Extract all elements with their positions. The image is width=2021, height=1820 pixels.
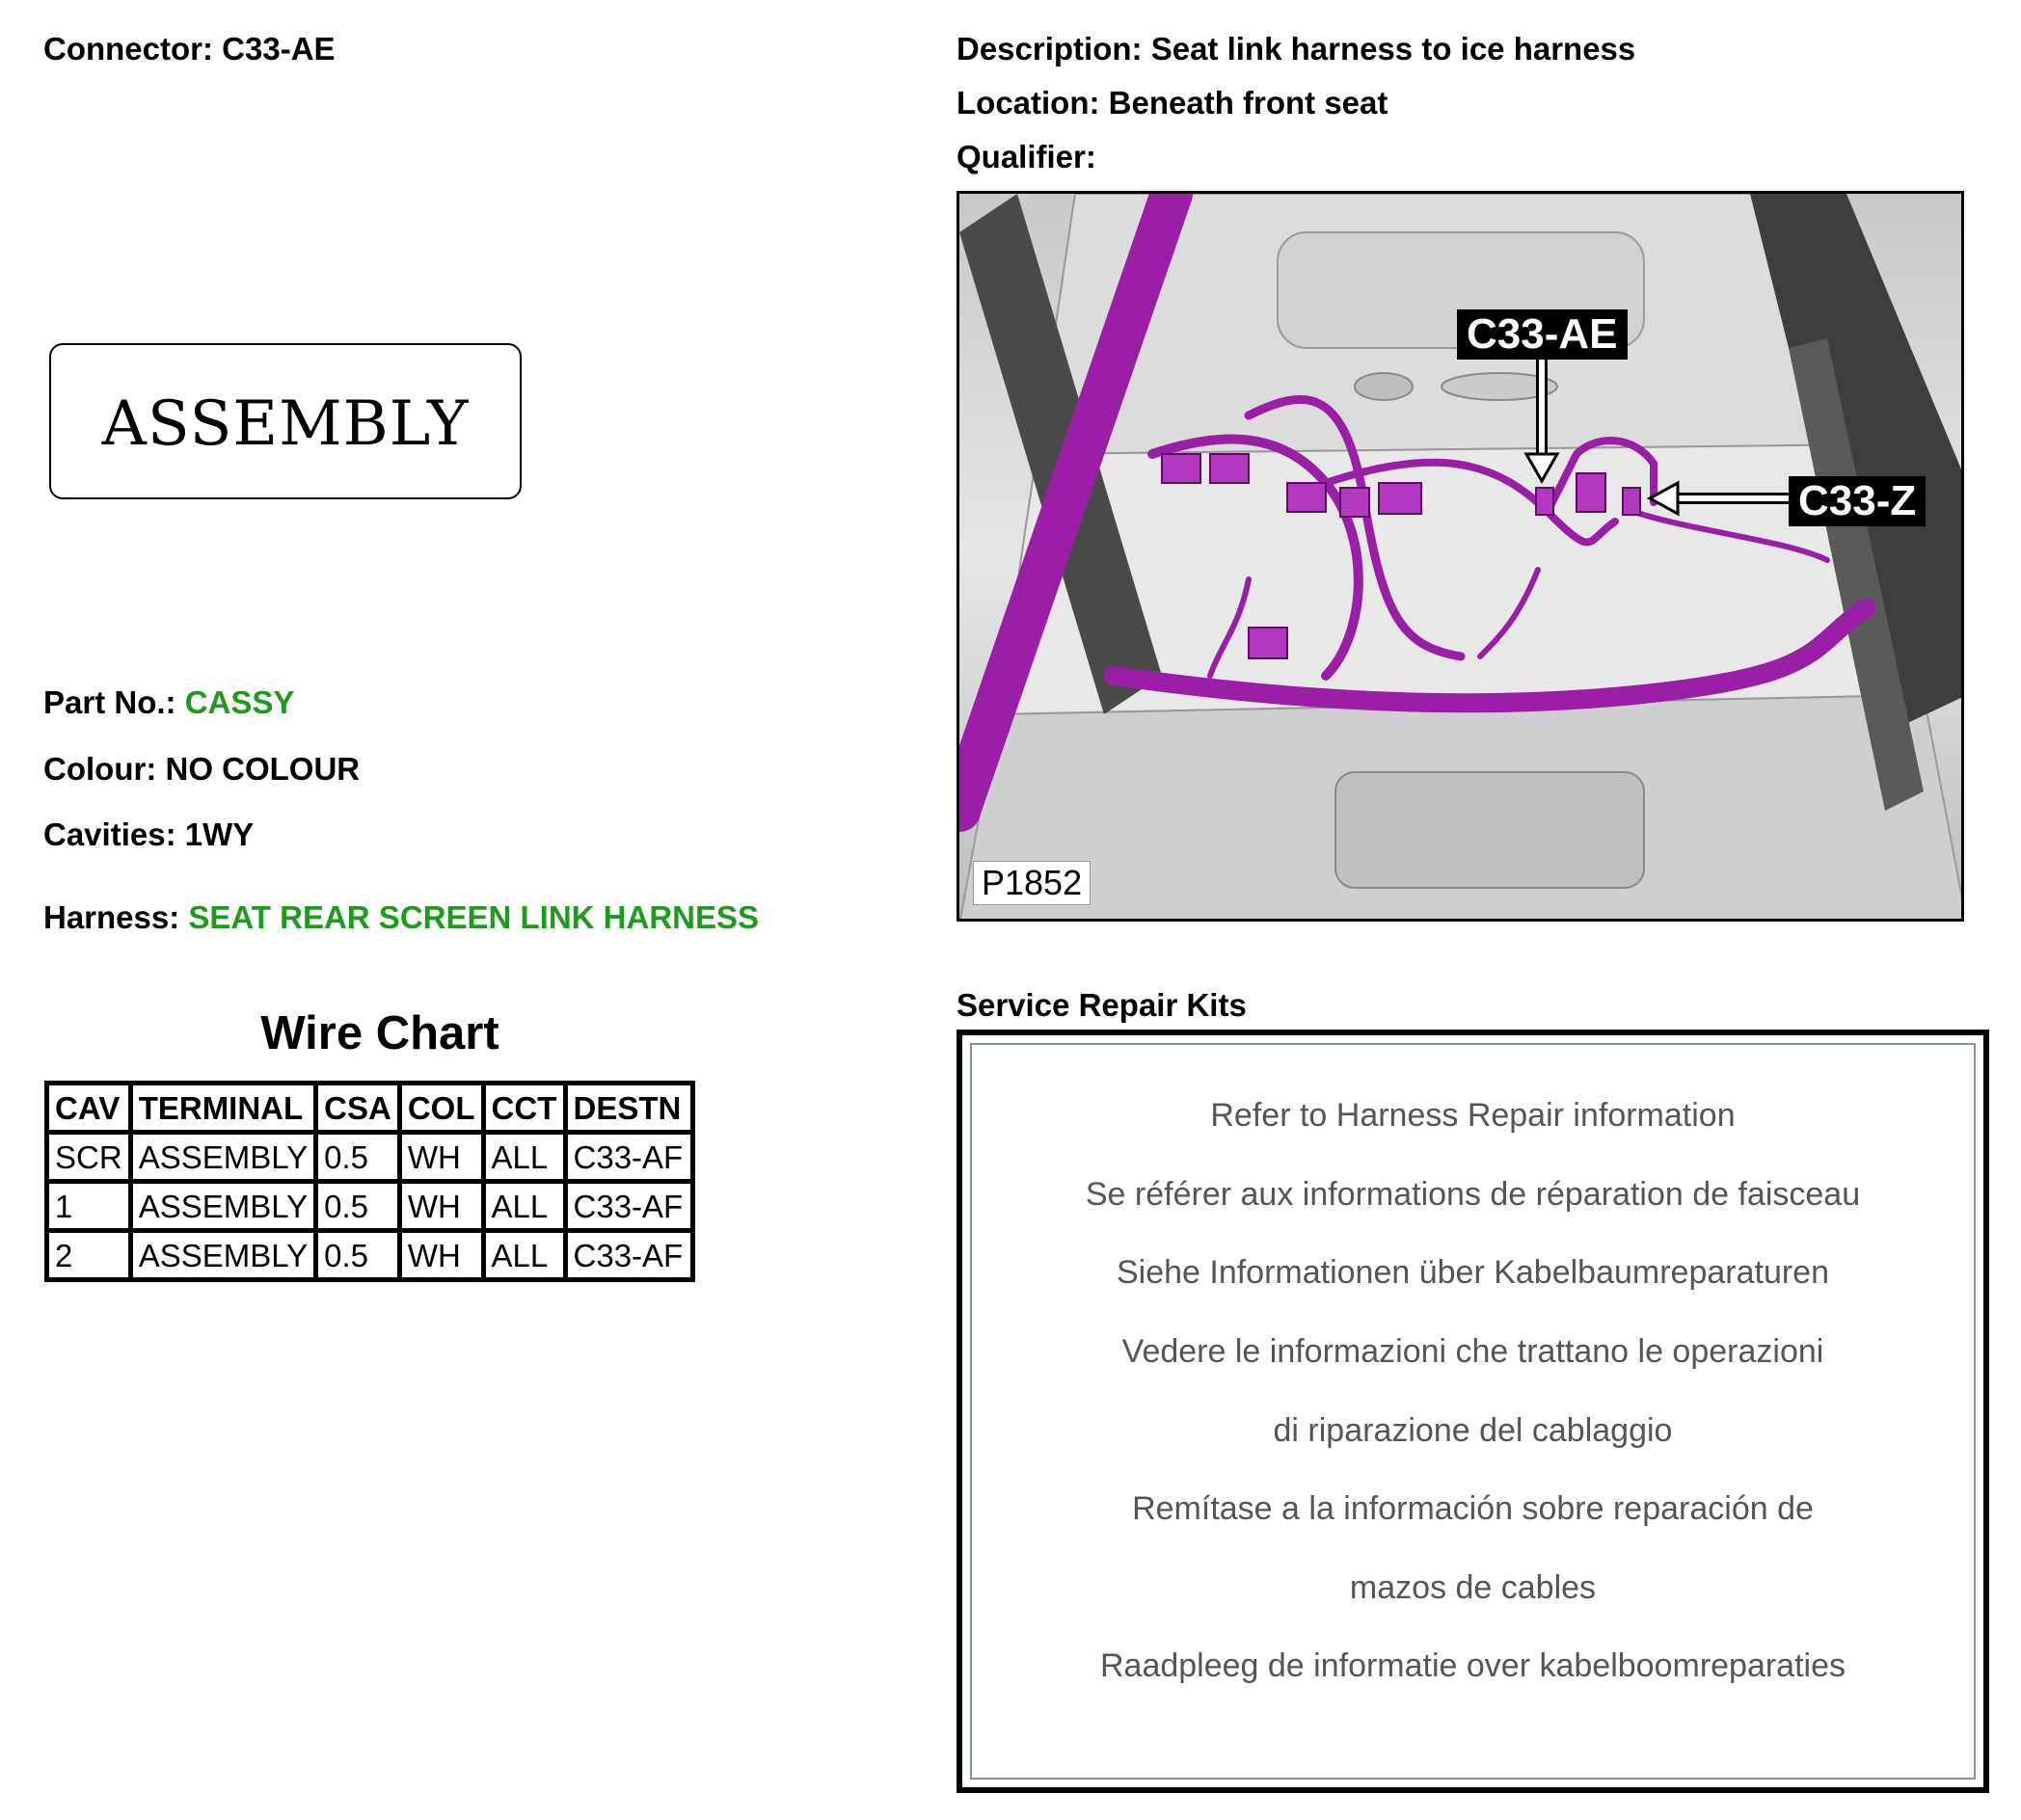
cell-cct: ALL bbox=[483, 1133, 565, 1182]
location-label: Location: bbox=[957, 85, 1100, 120]
repair-info-fr: Se référer aux informations de réparation de faisceau bbox=[1085, 1176, 1861, 1213]
cell-col: WH bbox=[399, 1231, 483, 1280]
repair-info-es-1: Remítase a la información sobre reparación de bbox=[1132, 1490, 1814, 1527]
repair-info-es-2: mazos de cables bbox=[1349, 1569, 1597, 1606]
cell-cav: 2 bbox=[47, 1231, 131, 1280]
assembly-label: ASSEMBLY bbox=[101, 388, 470, 460]
wire-chart-header-row bbox=[47, 1084, 693, 1133]
cell-col: WH bbox=[399, 1182, 483, 1231]
vehicle-floor-illustration bbox=[959, 194, 1964, 922]
part-no-label: Part No.: bbox=[43, 684, 176, 720]
qualifier-field bbox=[957, 141, 1096, 173]
cell-destn[interactable]: C33-AF bbox=[565, 1182, 692, 1231]
cell-terminal: ASSEMBLY bbox=[130, 1133, 315, 1182]
table-row bbox=[47, 1182, 693, 1231]
wire-chart-table bbox=[44, 1081, 695, 1282]
header-cav: CAV bbox=[47, 1084, 131, 1133]
description-field bbox=[957, 33, 1635, 65]
connector-label: Connector: bbox=[43, 31, 213, 67]
wire-chart-title: Wire Chart bbox=[260, 1007, 499, 1059]
harness-field bbox=[43, 901, 759, 933]
connector-face-view bbox=[49, 343, 522, 499]
header-destn: DESTN bbox=[565, 1084, 692, 1133]
callout-c33-z: C33-Z bbox=[1789, 476, 1926, 526]
picture-number: P1852 bbox=[973, 861, 1091, 905]
colour-field bbox=[43, 753, 360, 785]
location-field bbox=[957, 87, 1388, 119]
cell-cct: ALL bbox=[483, 1182, 565, 1231]
repair-info-en: Refer to Harness Repair information bbox=[1210, 1097, 1736, 1134]
cell-destn[interactable]: C33-AF bbox=[565, 1133, 692, 1182]
colour-value: NO COLOUR bbox=[165, 751, 361, 787]
cavities-label: Cavities: bbox=[43, 816, 176, 852]
header-terminal: TERMINAL bbox=[130, 1084, 315, 1133]
description-label: Description: bbox=[957, 31, 1143, 67]
table-row bbox=[47, 1133, 693, 1182]
description-value: Seat link harness to ice harness bbox=[1150, 31, 1636, 67]
repair-info-it-2: di riparazione del cablaggio bbox=[1273, 1412, 1673, 1449]
repair-info-de: Siehe Informationen über Kabelbaumreparaturen bbox=[1116, 1254, 1830, 1291]
cell-terminal: ASSEMBLY bbox=[130, 1231, 315, 1280]
repair-info-it-1: Vedere le informazioni che trattano le operazioni bbox=[1121, 1333, 1824, 1370]
header-cct: CCT bbox=[483, 1084, 565, 1133]
connector-field bbox=[43, 33, 336, 65]
cell-csa: 0.5 bbox=[316, 1231, 400, 1280]
header-col: COL bbox=[399, 1084, 483, 1133]
cell-col: WH bbox=[399, 1133, 483, 1182]
part-no-field bbox=[43, 686, 294, 718]
service-repair-kits-box bbox=[957, 1030, 1989, 1793]
part-no-value[interactable]: CASSY bbox=[184, 684, 295, 720]
service-repair-kits-title: Service Repair Kits bbox=[957, 987, 1247, 1023]
service-repair-kits-inner bbox=[970, 1043, 1976, 1780]
cell-cav: SCR bbox=[47, 1133, 131, 1182]
callout-c33-ae: C33-AE bbox=[1457, 309, 1628, 360]
cavities-field bbox=[43, 818, 254, 850]
repair-info-nl: Raadpleeg de informatie over kabelboomreparaties bbox=[1099, 1647, 1846, 1684]
harness-label: Harness: bbox=[43, 899, 180, 935]
colour-label: Colour: bbox=[43, 751, 157, 787]
table-row bbox=[47, 1231, 693, 1280]
cell-destn[interactable]: C33-AF bbox=[565, 1231, 692, 1280]
location-value: Beneath front seat bbox=[1108, 85, 1388, 120]
header-csa: CSA bbox=[316, 1084, 400, 1133]
cell-cct: ALL bbox=[483, 1231, 565, 1280]
cell-csa: 0.5 bbox=[316, 1133, 400, 1182]
connector-location-photo bbox=[957, 191, 1964, 922]
cell-cav: 1 bbox=[47, 1182, 131, 1231]
qualifier-label: Qualifier: bbox=[957, 139, 1096, 174]
connector-value: C33-AE bbox=[222, 31, 336, 67]
cell-terminal: ASSEMBLY bbox=[130, 1182, 315, 1231]
cell-csa: 0.5 bbox=[316, 1182, 400, 1231]
cavities-value: 1WY bbox=[184, 816, 255, 852]
harness-value[interactable]: SEAT REAR SCREEN LINK HARNESS bbox=[188, 899, 760, 935]
